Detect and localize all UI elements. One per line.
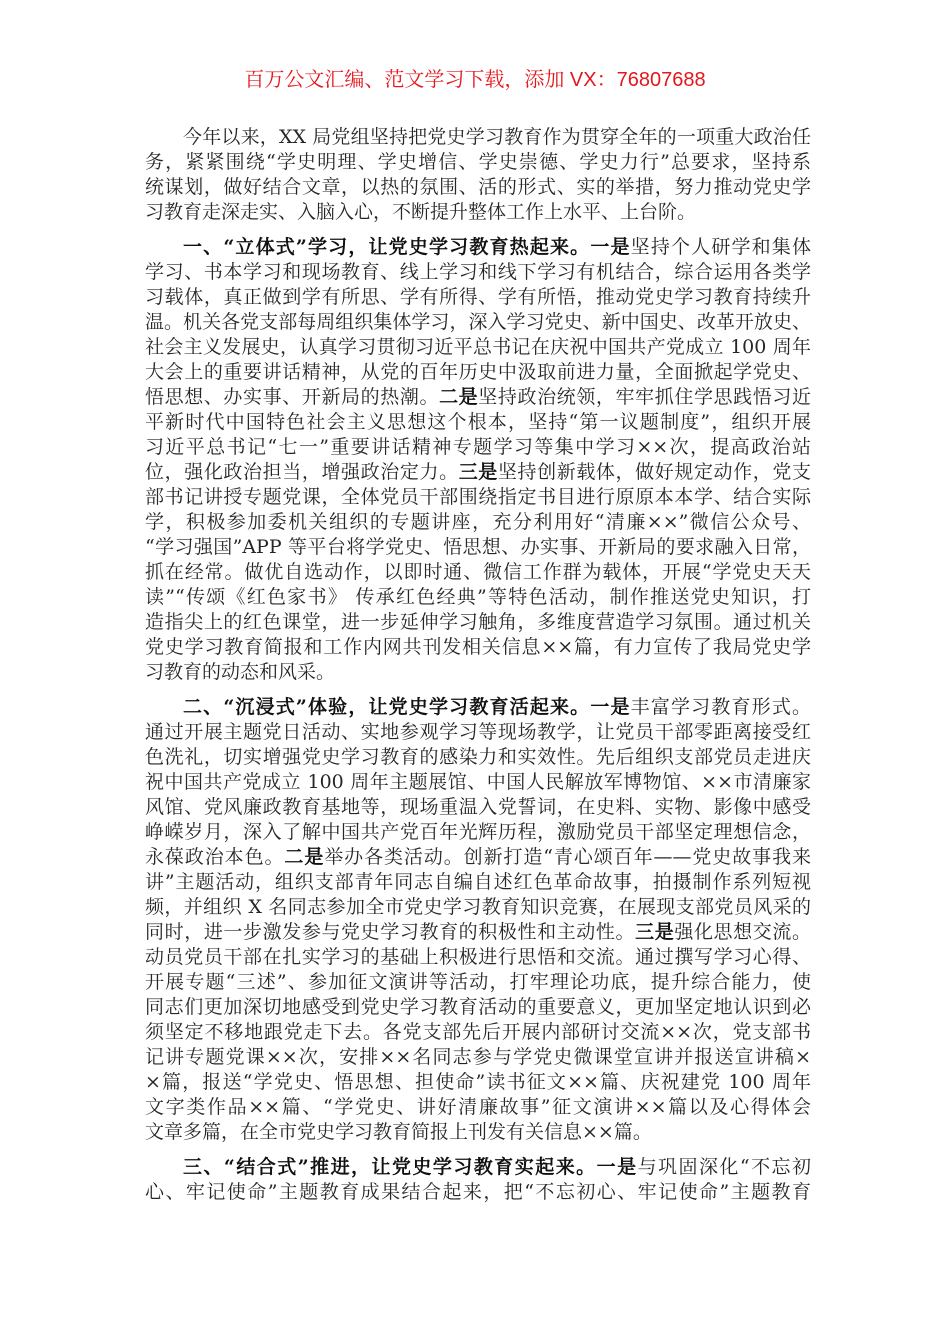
text-line: [145, 660, 811, 685]
text-line: [145, 945, 811, 970]
text-line: [145, 770, 811, 795]
text: 通过开展主题党日活动、实地参观学习等现场教学，让党员干部零距离接受红: [145, 721, 811, 743]
text-line: [145, 200, 811, 225]
text: 抓在经常。做优自选动作，以即时通、微信工作群为载体，开展“学党史天天: [145, 561, 811, 583]
text-line: [145, 585, 811, 610]
paragraph: [145, 1155, 811, 1205]
text: 学，积极参加委机关组织的专题讲座，充分利用好“清廉××”微信公众号、: [145, 511, 811, 533]
text: 习载体，真正做到学有所思、学有所得、学有所悟，推动党史学习教育持续升: [145, 286, 811, 308]
paragraph: [145, 695, 811, 1145]
bold-text: 二、“沉浸式”体验，让党史学习教育活起来。一是: [183, 696, 631, 718]
text: 文字类作品××篇、“学党史、讲好清廉故事”征文演讲××篇以及心得体会: [145, 1096, 811, 1118]
text: 党史学习教育简报和工作内网共刊发相关信息××篇，有力宣传了我局党史学: [145, 636, 811, 658]
text-line: [145, 995, 811, 1020]
text: 悟思想、办实事、开新局的热潮。: [145, 386, 440, 408]
text: 学习、书本学习和现场教育、线上学习和线下学习有机结合，综合运用各类学: [145, 261, 811, 283]
text-line: [145, 150, 811, 175]
text: 举办各类活动。创新打造“青心颂百年——党史故事我来: [324, 846, 811, 868]
text-line: [145, 410, 811, 435]
text-line: [145, 1070, 811, 1095]
text-line: [145, 795, 811, 820]
text: 社会主义发展史，认真学习贯彻习近平总书记在庆祝中国共产党成立 100 周年: [145, 336, 811, 358]
text: ×篇，报送“学党史、悟思想、担使命”读书征文××篇、庆祝建党 100 周年: [145, 1071, 811, 1093]
text-line: [145, 535, 811, 560]
text-line: [145, 970, 811, 995]
text: 色洗礼，切实增强党史学习教育的感染力和实效性。先后组织支部党员走进庆: [145, 746, 811, 768]
text-line: [145, 845, 811, 870]
text: 记讲专题党课××次，安排××名同志参与学党史微课堂宣讲并报送宣讲稿×: [145, 1046, 811, 1068]
text: 习教育的动态和风采。: [145, 661, 336, 683]
bold-text: 三是: [635, 921, 675, 943]
text: 须坚定不移地跟党走下去。各党支部先后开展内部研讨交流××次，党支部书: [145, 1021, 811, 1043]
text-line: [145, 870, 811, 895]
bold-text: 三、“结合式”推进，让党史学习教育实起来。一是: [183, 1156, 638, 1178]
text: 造指尖上的红色课堂，进一步延伸学习触角，多维度营造学习氛围。通过机关: [145, 611, 811, 633]
text-line: [145, 1155, 811, 1180]
text: 大会上的重要讲话精神，从党的百年历史中汲取前进力量，全面掀起学党史、: [145, 361, 811, 383]
text: 习近平总书记“七一”重要讲话精神专题学习等集中学习××次，提高政治站: [145, 436, 811, 458]
text-line: [145, 895, 811, 920]
text-line: [145, 235, 811, 260]
text: 永葆政治本色。: [145, 846, 285, 868]
text: 祝中国共产党成立 100 周年主题展馆、中国人民解放军博物馆、××市清廉家: [145, 771, 811, 793]
text-line: [145, 510, 811, 535]
text: 心、牢记使命”主题教育成果结合起来，把“不忘初心、牢记使命”主题教育: [145, 1181, 811, 1203]
text-line: [145, 1180, 811, 1205]
text-line: [145, 1095, 811, 1120]
text: 同时，进一步激发参与党史学习教育的积极性和主动性。: [145, 921, 636, 943]
text: 坚持个人研学和集体: [630, 236, 811, 258]
text: 与巩固深化“不忘初: [637, 1156, 811, 1178]
text-line: [145, 260, 811, 285]
text-line: [145, 610, 811, 635]
text-line: [145, 560, 811, 585]
text: 统谋划，做好结合文章，以热的氛围、活的形式、实的举措，努力推动党史学: [145, 176, 811, 198]
text: 习教育走深走实、入脑入心，不断提升整体工作上水平、上台阶。: [145, 201, 697, 223]
paragraph: [145, 125, 811, 225]
bold-text: 二是: [439, 386, 479, 408]
text: 峥嵘岁月，深入了解中国共产党百年光辉历程，激励党员干部坚定理想信念，: [145, 821, 811, 843]
download-banner: 百万公文汇编、范文学习下载，添加 VX：76807688: [244, 69, 706, 91]
text-line: [145, 635, 811, 660]
text: 务，紧紧围绕“学史明理、学史增信、学史崇德、学史力行”总要求，坚持系: [145, 151, 811, 173]
text: 读”“传颂《红色家书》 传承红色经典”等特色活动，制作推送党史知识，打: [145, 586, 811, 608]
text-line: [145, 1045, 811, 1070]
text: 讲”主题活动，组织支部青年同志自编自述红色革命故事，拍摄制作系列短视: [145, 871, 811, 893]
text: 同志们更加深切地感受到党史学习教育活动的重要意义，更加坚定地认识到必: [145, 996, 811, 1018]
text-line: [145, 335, 811, 360]
text: 丰富学习教育形式。: [630, 696, 811, 718]
text-line: [145, 460, 811, 485]
text-line: [145, 125, 811, 150]
text-line: [145, 435, 811, 460]
text: 位，强化政治担当，增强政治定力。: [145, 461, 459, 483]
text: 坚持政治统领，牢牢抓住学思践悟习近: [478, 386, 811, 408]
paragraph: [145, 235, 811, 685]
document-body: [145, 125, 811, 1215]
text: 平新时代中国特色社会主义思想这个根本，坚持“第一议题制度”，组织开展: [145, 411, 811, 433]
text-line: [145, 820, 811, 845]
text-line: [145, 385, 811, 410]
text-line: [145, 1120, 811, 1145]
text: 部书记讲授专题党课，全体党员干部围绕指定书目进行原原本本学、结合实际: [145, 486, 811, 508]
text-line: [145, 485, 811, 510]
text: 坚持创新载体，做好规定动作，党支: [497, 461, 811, 483]
text: “学习强国”APP 等平台将学党史、悟思想、办实事、开新局的要求融入日常，: [145, 536, 811, 558]
text: 动员党员干部在扎实学习的基础上积极进行思悟和交流。通过撰写学习心得、: [145, 946, 811, 968]
text-line: [145, 175, 811, 200]
text-line: [145, 285, 811, 310]
text: 温。机关各党支部每周组织集体学习，深入学习党史、新中国史、改革开放史、: [145, 311, 811, 333]
text: 风馆、党风廉政教育基地等，现场重温入党誓词，在史料、实物、影像中感受: [145, 796, 811, 818]
text-line: [145, 695, 811, 720]
bold-text: 三是: [458, 461, 498, 483]
text: 强化思想交流。: [674, 921, 811, 943]
text-line: [145, 745, 811, 770]
text-line: [145, 920, 811, 945]
text-line: [145, 310, 811, 335]
text-line: [145, 1020, 811, 1045]
bold-text: 一、“立体式”学习，让党史学习教育热起来。一是: [183, 236, 631, 258]
text: 开展专题“三述”、参加征文演讲等活动，打牢理论功底，提升综合能力，使: [145, 971, 811, 993]
text: 文章多篇，在全市党史学习教育简报上刊发有关信息××篇。: [145, 1121, 652, 1143]
text: 频，并组织 X 名同志参加全市党史学习教育知识竞赛，在展现支部党员风采的: [145, 896, 811, 918]
text-line: [145, 360, 811, 385]
bold-text: 二是: [284, 846, 325, 868]
text-line: [145, 720, 811, 745]
text: 今年以来，XX 局党组坚持把党史学习教育作为贯穿全年的一项重大政治任: [183, 126, 811, 148]
